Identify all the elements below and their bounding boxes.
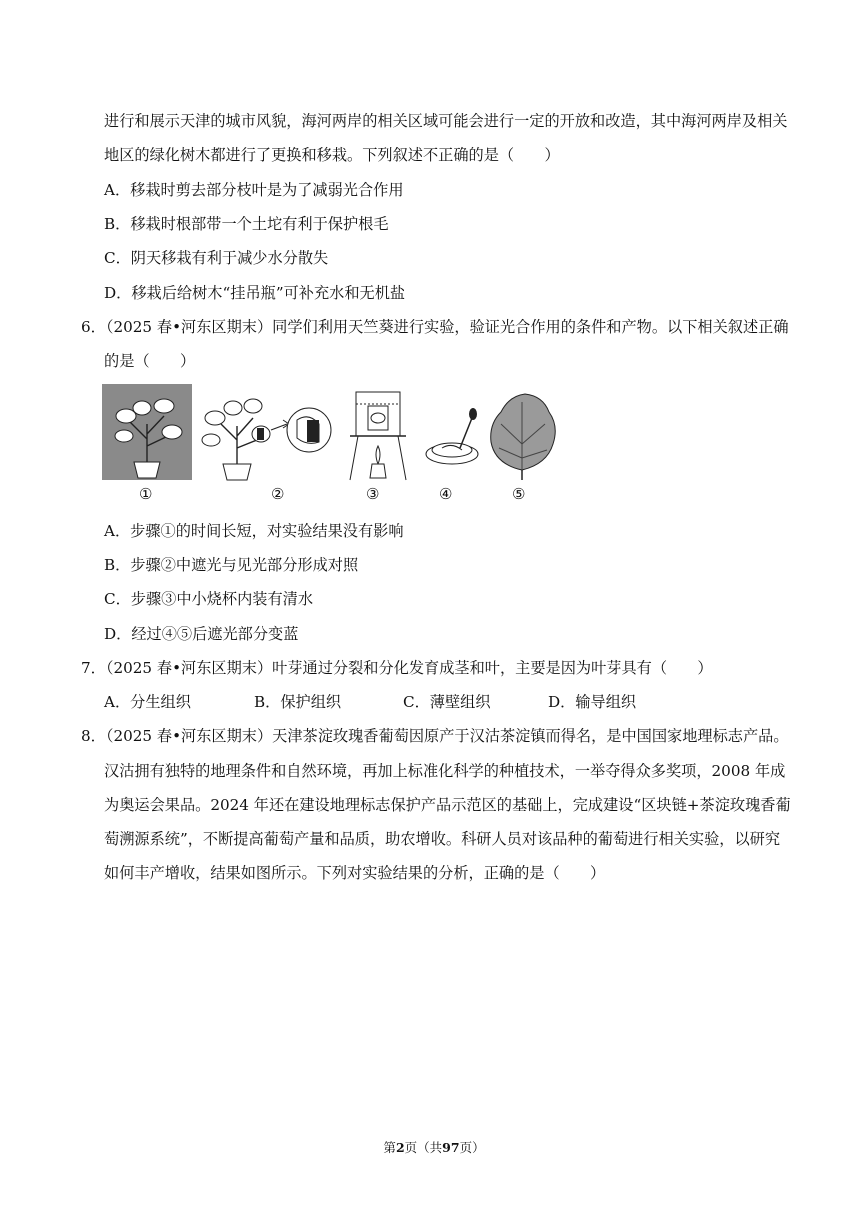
q7-option-b: B．保护组织 xyxy=(254,693,342,711)
q6-stem-line1: 6．（2025 春•河东区期末）同学们利用天竺葵进行实验，验证光合作用的条件和产物。以下相关叙述正确 xyxy=(81,318,789,336)
q8-stem-line2: 汉沽拥有独特的地理条件和自然环境，再加上标准化科学的种植技术，一举夺得众多奖项，2008 年成 xyxy=(104,762,786,780)
q6-option-a: A．步骤①的时间长短，对实验结果没有影响 xyxy=(104,522,404,540)
q8-stem-line1: 8．（2025 春•河东区期末）天津茶淀玫瑰香葡萄因原产于汉沽茶淀镇而得名，是中国国家地理标志产品。 xyxy=(81,727,789,745)
footer-suffix: 页） xyxy=(459,1140,485,1155)
q8-stem-line5: 如何丰产增收，结果如图所示。下列对实验结果的分析，正确的是（ ） xyxy=(104,864,606,882)
q6-option-d: D．经过④⑤后遮光部分变蓝 xyxy=(104,625,299,643)
step-label-2: ② xyxy=(271,485,285,503)
q5-stem-line1: 进行和展示天津的城市风貌，海河两岸的相关区域可能会进行一定的开放和改造，其中海河两岸及相关 xyxy=(104,112,788,130)
q6-option-c: C．步骤③中小烧杯内装有清水 xyxy=(104,590,314,608)
step1-dark-plant-image xyxy=(102,384,192,480)
q7-options xyxy=(104,692,704,712)
q5-option-b: B．移栽时根部带一个土坨有利于保护根毛 xyxy=(104,215,389,233)
page-footer xyxy=(0,1138,868,1156)
q5-option-c: C．阴天移栽有利于减少水分散失 xyxy=(104,249,329,267)
q5-stem-line2: 地区的绿化树木都进行了更换和移栽。下列叙述不正确的是（ ） xyxy=(104,146,560,164)
step5-leaf-result-image xyxy=(491,394,556,480)
q5-option-a: A．移栽时剪去部分枝叶是为了减弱光合作用 xyxy=(104,181,404,199)
experiment-figure xyxy=(102,384,562,484)
q7-option-a: A．分生组织 xyxy=(104,693,191,711)
q8-stem-line3: 为奥运会果品。2024 年还在建设地理标志保护产品示范区的基础上，完成建设“区块链+茶淀玫瑰香葡 xyxy=(104,796,791,814)
q5-option-d: D．移栽后给树木“挂吊瓶”可补充水和无机盐 xyxy=(104,284,406,302)
step-label-5: ⑤ xyxy=(512,485,526,503)
step2-covered-leaf-image xyxy=(202,399,331,480)
step3-water-bath-image xyxy=(350,392,406,480)
step4-iodine-dish-image xyxy=(426,408,478,464)
step-label-1: ① xyxy=(139,485,153,503)
step-label-3: ③ xyxy=(366,485,380,503)
q8-stem-line4: 萄溯源系统”，不断提高葡萄产量和品质，助农增收。科研人员对该品种的葡萄进行相关实验，以研究 xyxy=(104,830,781,848)
footer-page-number: 2 xyxy=(395,1140,405,1155)
footer-mid: 页（共 xyxy=(404,1140,443,1155)
step-label-4: ④ xyxy=(439,485,453,503)
footer-prefix: 第 xyxy=(383,1140,396,1155)
q7-stem: 7．（2025 春•河东区期末）叶芽通过分裂和分化发育成茎和叶，主要是因为叶芽具有（ ） xyxy=(81,659,713,677)
q6-option-b: B．步骤②中遮光与见光部分形成对照 xyxy=(104,556,359,574)
q7-option-d: D．输导组织 xyxy=(548,693,637,711)
q6-stem-line2: 的是（ ） xyxy=(104,352,196,370)
q7-option-c: C．薄壁组织 xyxy=(403,693,491,711)
footer-total-pages: 97 xyxy=(442,1140,460,1155)
